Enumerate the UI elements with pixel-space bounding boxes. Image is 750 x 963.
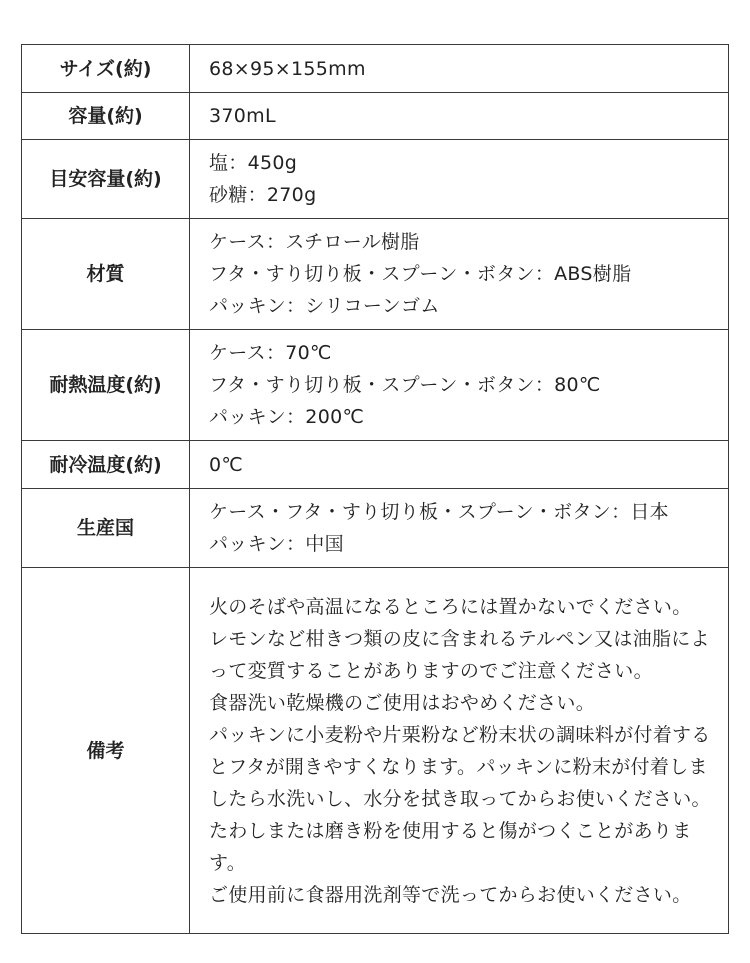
row-label-notes: 備考 [22,568,190,934]
spec-row-cold-resistance [22,441,729,489]
row-label-cold-resistance: 耐冷温度(約) [22,441,190,489]
row-value-heat-resistance [190,330,729,441]
value-line: フタ・すり切り板・スプーン・ボタン：80℃ [209,374,601,396]
spec-row-guide-capacity [22,140,729,219]
value-line: 0℃ [209,453,244,476]
spec-table [21,44,729,934]
row-value-size [190,45,729,93]
spec-row-material [22,219,729,330]
row-value-material [190,219,729,330]
spec-row-capacity [22,93,729,140]
note-line: たわしまたは磨き粉を使用すると傷がつくことがあります。 [209,819,692,874]
value-line: ケース：スチロール樹脂 [209,231,420,253]
spec-row-country-of-origin [22,489,729,568]
spec-row-heat-resistance [22,330,729,441]
value-line: ケース・フタ・すり切り板・スプーン・ボタン：日本 [209,501,669,523]
row-label-heat-resistance: 耐熱温度(約) [22,330,190,441]
value-line: パッキン：200℃ [209,406,365,428]
row-label-country-of-origin: 生産国 [22,489,190,568]
row-value-country-of-origin [190,489,729,568]
note-line: ご使用前に食器用洗剤等で洗ってからお使いください。 [209,883,692,906]
value-line: パッキン：シリコーンゴム [209,295,440,317]
row-value-capacity [190,93,729,140]
value-line: ケース：70℃ [209,342,332,364]
spec-row-notes [22,568,729,934]
value-line: パッキン：中国 [209,533,344,555]
value-line: 68×95×155mm [209,57,366,80]
row-label-guide-capacity: 目安容量(約) [22,140,190,219]
note-line: レモンなど柑きつ類の皮に含まれるテルペン又は油脂によって変質することがありますのでご注意ください。 [209,627,710,682]
spec-row-size [22,45,729,93]
row-value-guide-capacity [190,140,729,219]
row-label-material: 材質 [22,219,190,330]
value-line: 370mL [209,105,276,127]
note-line: 火のそばや高温になるところには置かないでください。 [209,595,692,618]
row-value-notes [190,568,729,934]
value-line: フタ・すり切り板・スプーン・ボタン：ABS樹脂 [209,263,632,285]
value-line: 砂糖：270g [209,184,317,206]
note-line: パッキンに小麦粉や片栗粉など粉末状の調味料が付着するとフタが開きやすくなります。パッキンに粉末が付着しましたら水洗いし、水分を拭き取ってからお使いください。 [209,723,711,810]
row-value-cold-resistance [190,441,729,489]
row-label-size: サイズ(約) [22,45,190,93]
value-line: 塩：450g [209,152,298,174]
row-label-capacity: 容量(約) [22,93,190,140]
note-line: 食器洗い乾燥機のご使用はおやめください。 [209,691,596,714]
